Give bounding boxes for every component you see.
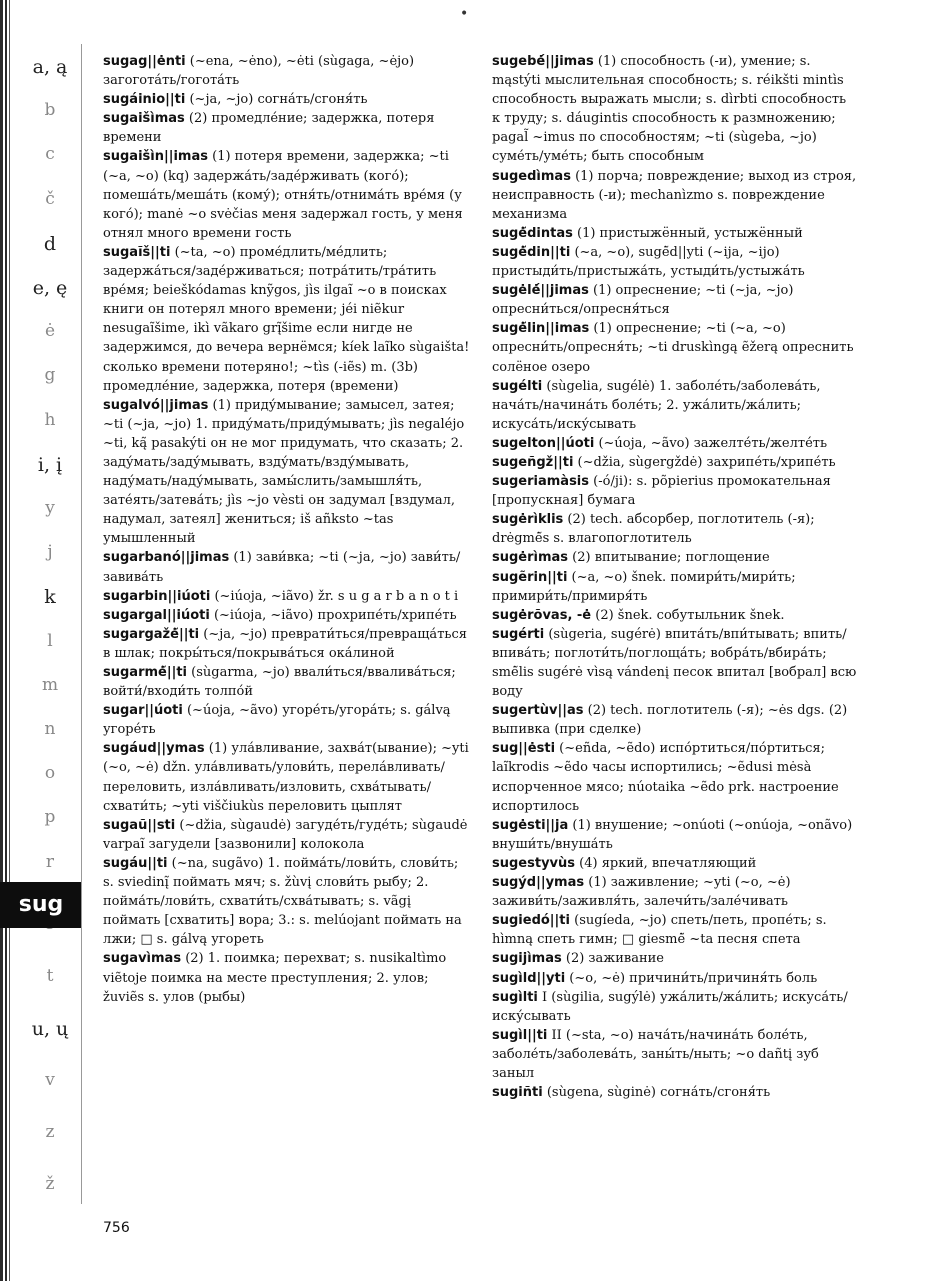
thumb-index-letter[interactable]: c	[45, 144, 55, 165]
thumb-index-letter[interactable]: z	[45, 1122, 55, 1142]
entry-headword: sugag||ėnti	[103, 54, 186, 69]
entry-headword: sugė̃lin||imas	[492, 321, 590, 337]
dictionary-entry	[103, 587, 471, 606]
entry-headword: sugýd||ymas	[492, 875, 585, 891]
dictionary-entry	[492, 472, 857, 510]
entry-definition: (-ó/ji): s. põpierius промокательная [пропускная] бумага	[492, 474, 831, 509]
dictionary-entry	[492, 1026, 857, 1083]
entry-definition: (2) tech. поглотитель (-я); ~ės dgs. (2) выпивка (при сделке)	[492, 703, 848, 738]
thumb-index-letter[interactable]: k	[44, 586, 56, 609]
dictionary-entry	[492, 969, 857, 988]
thumb-index-letter[interactable]: o	[44, 763, 56, 784]
dictionary-entry	[103, 243, 471, 396]
dictionary-entry	[492, 739, 857, 815]
entry-definition: (2) tech. абсорбер, поглотитель (-я); drėgmė̃s s. влагопоглотитель	[492, 512, 815, 547]
entry-headword: sugebė́||jimas	[492, 54, 594, 69]
dictionary-entry	[492, 1083, 857, 1102]
dictionary-entry	[103, 147, 471, 242]
entry-headword: sugeriamàsis	[492, 474, 590, 490]
entry-headword: sugargažė̃||ti	[103, 626, 200, 642]
dictionary-entry	[103, 854, 471, 949]
entry-headword: sugáu||ti	[103, 855, 168, 871]
dictionary-entry	[492, 52, 857, 167]
entry-headword: sugìld||yti	[492, 970, 566, 986]
entry-headword: sugẽrin||ti	[492, 569, 568, 585]
entry-definition: (2) 1. поимка; перехват; s. nusikaltìmo viẽtoje поимка на месте преступления; 2. улов; žuviẽs s. улов (рыбы)	[103, 951, 447, 1005]
dictionary-entry	[103, 739, 471, 815]
entry-definition: (~a, ~o) šnek. помири́ть/мири́ть; примири́ть/примиря́ть	[492, 569, 796, 604]
entry-definition: (sugíeda, ~jo) спеть/петь, пропе́ть; s. hìmną спеть гимн; □ giesmė̃ ~ta песня спета	[492, 913, 827, 948]
entry-headword: sugaišìn||imas	[103, 149, 208, 165]
entry-headword: sugavìmas	[103, 951, 182, 967]
entry-headword: sugaišìmas	[103, 111, 185, 127]
dictionary-entry	[492, 816, 857, 854]
thumb-index-letter[interactable]: p	[44, 807, 56, 828]
thumb-index	[18, 44, 82, 1204]
entry-definition: (1) ула́вливание, захва́т(ывание); ~yti (~o, ~ė) džn. ула́вливать/улови́ть, перела́вливать/переловить, изла́вливать/изловить, схва́тывать/схвати́ть; ~yti viščiukùs переловить цыплят	[103, 741, 469, 814]
thumb-index-letter[interactable]: l	[47, 630, 53, 651]
dictionary-entry	[492, 568, 857, 606]
entry-definition: II (~sta, ~o) нача́ть/начина́ть боле́ть, заболе́ть/заболева́ть, заны́ть/ныть; ~o dañtį зуб заныл	[492, 1027, 819, 1081]
entry-headword: sugalvó||jimas	[103, 397, 209, 413]
entry-headword: sugargal||iúoti	[103, 607, 210, 623]
thumb-index-letter[interactable]: i, į	[37, 453, 63, 476]
dictionary-entry	[492, 701, 857, 739]
entry-headword: sugáud||ymas	[103, 741, 205, 757]
dictionary-entry	[103, 548, 471, 586]
entry-headword: sugėrìklis	[492, 512, 564, 528]
entry-headword: sugérti	[492, 626, 545, 642]
entry-headword: sugarmė̃||ti	[103, 665, 188, 680]
entry-definition: (1) зави́вка; ~ti (~ja, ~jo) зави́ть/завива́ть	[103, 550, 461, 585]
dictionary-entry	[492, 243, 857, 281]
entry-definition: (~iúoja, ~iãvo) прохрипе́ть/хрипе́ть	[209, 607, 457, 623]
entry-definition: (~o, ~ė) причини́ть/причиня́ть боль	[565, 970, 818, 986]
entry-definition: (~džia, sùgaudė) загуде́ть/гуде́ть; sùgaudė varpaĩ загудели [зазвонили] колокола	[103, 817, 468, 852]
dictionary-entry	[103, 606, 471, 625]
dictionary-entry	[492, 167, 857, 224]
entry-definition: (~úoja, ~ãvo) угоре́ть/угора́ть; s. gálvą угоре́ть	[103, 703, 451, 738]
entry-headword: sugėlė́||jimas	[492, 283, 589, 299]
entry-headword: sugelton||úoti	[492, 435, 595, 451]
dictionary-entry	[492, 510, 857, 548]
thumb-index-letter[interactable]: u, ų	[31, 1018, 69, 1040]
thumb-index-letter[interactable]: j	[47, 542, 53, 563]
page-binding-edge	[0, 0, 14, 1281]
left-column	[103, 52, 471, 1007]
entry-headword: sugeñgž||ti	[492, 454, 574, 470]
entry-headword: sugedìmas	[492, 168, 571, 184]
thumb-index-letter[interactable]: r	[45, 851, 55, 872]
thumb-index-rule	[81, 44, 82, 1204]
dictionary-entry	[103, 52, 471, 90]
dictionary-entry	[103, 816, 471, 854]
dictionary-entry	[492, 988, 857, 1026]
top-mark: •	[460, 6, 469, 22]
entry-definition: (~ja, ~jo) согна́ть/сгоня́ть	[185, 92, 368, 108]
thumb-index-letter[interactable]: v	[45, 1070, 55, 1090]
dictionary-entry	[103, 663, 471, 701]
dictionary-entry	[492, 224, 857, 243]
entry-definition: (~iúoja, ~iãvo) žr. s u g a r b a n o t i	[210, 588, 459, 604]
entry-headword: sug||ėsti	[492, 741, 556, 757]
thumb-index-letter[interactable]: a, ą	[32, 56, 68, 78]
right-column	[492, 52, 857, 1102]
entry-definition: (1) порча; повреждение; выход из строя, неисправность (-и); mechanìzmo s. повреждение механизма	[492, 168, 857, 222]
entry-headword: sugìl||ti	[492, 1027, 548, 1043]
dictionary-entry	[103, 109, 471, 147]
thumb-index-letter[interactable]: e, ę	[32, 277, 68, 299]
dictionary-entry	[492, 911, 857, 949]
thumb-index-letter[interactable]: d	[43, 232, 57, 255]
entry-headword: sugaũ||sti	[103, 817, 176, 833]
thumb-index-letter[interactable]: y	[45, 498, 55, 518]
thumb-index-letter[interactable]: ė	[44, 321, 56, 342]
thumb-index-letter[interactable]: g	[44, 365, 56, 386]
entry-definition: (1) опреснение; ~ti (~a, ~o) опресни́ть/опресня́ть; ~ti druskìngą ẽžerą опреснить солёное озеро	[492, 321, 854, 375]
entry-headword: sugė̃din||ti	[492, 244, 571, 260]
entry-definition: (2) впитывание; поглощение	[568, 550, 770, 566]
thumb-index-letter[interactable]: b	[44, 100, 56, 121]
dictionary-entry	[492, 625, 857, 701]
dictionary-entry	[492, 281, 857, 319]
entry-headword: sugėsti||ja	[492, 817, 569, 833]
entry-headword: sugar||úoti	[103, 703, 183, 719]
entry-definition: (1) способность (-и), умение; s. mąstýti мыслительная способность; s. réikšti mintìs способность выражать мысли; s. dìrbti способность к труду; s. dáugintis способность к размножению; pagal̃ ~imus по способностям; ~ti (sùgeba, ~jo) суме́ть/уме́ть; быть способным	[492, 54, 847, 165]
entry-headword: sugiedó||ti	[492, 913, 570, 929]
entry-headword: sugarbin||iúoti	[103, 588, 211, 604]
dictionary-entry	[103, 625, 471, 663]
entry-definition: (2) šnek. собутыльник šnek.	[591, 607, 785, 623]
entry-definition: (sùgeria, sugérė) впита́ть/впи́тывать; впить/впива́ть; поглоти́ть/поглоща́ть; вобра́ть/вбира́ть; smė̃lis sugérė vìsą vándenį песок впитал [вобрал] всю воду	[492, 626, 857, 700]
page-number: 756	[103, 1220, 130, 1236]
thumb-index-letter[interactable]: t	[46, 966, 54, 986]
thumb-index-letter[interactable]: h	[44, 409, 56, 430]
entry-definition: (2) промедле́ние; задержка, потеря времени	[103, 111, 435, 146]
entry-definition: (4) яркий, впечатляющий	[575, 855, 757, 871]
thumb-index-letter[interactable]: m	[41, 674, 59, 695]
entry-definition: (1) опреснение; ~ti (~ja, ~jo) опресни́ться/опресня́ться	[492, 283, 794, 318]
entry-headword: sugiñti	[492, 1085, 543, 1101]
thumb-index-letter[interactable]: n	[44, 719, 56, 739]
entry-definition: (2) заживание	[561, 951, 664, 967]
dictionary-entry	[492, 949, 857, 968]
entry-definition: (sùgarma, ~jo) ввали́ться/ввалива́ться; войти́/входи́ть толпо́й	[103, 665, 456, 700]
dictionary-entry	[103, 90, 471, 109]
dictionary-entry	[103, 396, 471, 549]
entry-headword: sugijìmas	[492, 951, 562, 967]
dictionary-entry	[103, 701, 471, 739]
thumb-index-letter[interactable]: č	[45, 188, 55, 209]
entry-definition: (sùgena, sùginė) согна́ть/сгоня́ть	[542, 1085, 771, 1101]
dictionary-entry	[492, 548, 857, 567]
entry-definition: (~a, ~o), sugė̃d||yti (~ija, ~ijo) пристыди́ть/пристыжа́ть, устыди́ть/устыжа́ть	[492, 244, 805, 280]
entry-headword: sugėrõvas, -ė	[492, 607, 592, 623]
entry-definition: (1) приду́мывание; замысел, затея; ~ti (~ja, ~jo) 1. приду́мать/приду́мывать; jìs negaléjo ~ti, ką̃ pasakýti он не мог придумать, что сказать; 2. заду́мать/заду́мывать, взду́мать/взду́мывать, наду́мать/наду́мывать, замы́слить/замышля́ть, зате́ять/затева́ть; jìs ~jo vèsti он задумал [вздумал, надумал, затеял] жениться; iš añksto ~tas умышленный	[103, 397, 465, 547]
entry-definition: (~ena, ~ėno), ~ėti (sùgaga, ~ėjo) загогота́ть/гогота́ть	[103, 54, 415, 89]
entry-definition: (1) пристыжённый, устыжённый	[572, 225, 803, 241]
entry-definition: I (sùgilia, sugýlė) ужа́лить/жа́лить; искуса́ть/иску́сывать	[492, 989, 848, 1024]
entry-definition: (~ja, ~jo) преврати́ться/превраща́ться в шлак; покры́ться/покрыва́ться ока́линой	[103, 626, 467, 661]
dictionary-entry	[492, 854, 857, 873]
thumb-index-active-tab[interactable]: sug	[0, 882, 82, 928]
dictionary-entry	[492, 606, 857, 625]
dictionary-entry	[492, 873, 857, 911]
dictionary-entry	[492, 377, 857, 434]
thumb-index-letter[interactable]: ž	[45, 1174, 55, 1194]
entry-definition: (~úoja, ~ãvo) зажелте́ть/желте́ть	[594, 435, 828, 451]
entry-definition: (1) потеря времени, задержка; ~ti (~a, ~o) (kq) задержа́ть/заде́рживать (кого́); помеша́ть/меша́ть (кому́); отня́ть/отнима́ть вре́мя (у кого́); manė ~o svėčias меня задержал гость, у меня отнял много времени гость	[103, 149, 463, 241]
entry-definition: (~ta, ~o) проме́длить/ме́длить; задержа́ться/заде́рживаться; потра́тить/тра́тить вре́мя; beieškódamas knỹgos, jìs ilgaĩ ~o в поисках книги он потерял много времени; jéi niẽkur nesugaĩšime, ikì vãkaro grį̃šime если нигде не задержимся, до вечера вернёмся; kíek laĩko sùgaišta! сколько времени потеряно!; ~tìs (-iẽs) m. (3b) промедле́ние, задержка, потеря (времени)	[103, 244, 470, 394]
entry-headword: sugėrìmas	[492, 550, 569, 566]
entry-headword: sugestyvùs	[492, 855, 576, 871]
entry-headword: sugaĩš||ti	[103, 244, 171, 260]
entry-definition: (~na, sugãvo) 1. пойма́ть/лови́ть, слови́ть; s. sviedinį̃ поймать мяч; s. žùvį слови́ть рыбу; 2. пойма́ть/лови́ть, схвати́ть/схва́тывать; s. vãgį поймать [схватить] вора; 3.: s. melúojant поймать на лжи; □ s. gálvą угореть	[103, 855, 462, 948]
entry-headword: sugertùv||as	[492, 703, 584, 719]
entry-headword: sugė̃dintas	[492, 225, 573, 241]
dictionary-entry	[103, 949, 471, 1006]
entry-headword: sugáinio||ti	[103, 92, 186, 108]
dictionary-entry	[492, 434, 857, 453]
entry-definition: (~džia, sùgergždė) захрипе́ть/хрипе́ть	[573, 454, 836, 470]
entry-headword: sugélti	[492, 378, 543, 394]
entry-definition: (sùgelia, sugélė) 1. заболе́ть/заболева́ть, нача́ть/начина́ть боле́ть; 2. ужа́лить/жа́лить; искуса́ть/иску́сывать	[492, 378, 821, 432]
entry-headword: sugarbanó||jimas	[103, 550, 230, 566]
entry-definition: (~eñda, ~ẽdo) испо́ртиться/по́ртиться; laĩkrodis ~ẽdo часы испортились; ~ẽdusi mėsà испорченное мясо; núotaika ~ẽdo prk. настроение испортилось	[492, 741, 839, 814]
entry-headword: sugìlti	[492, 989, 538, 1005]
dictionary-entry	[492, 453, 857, 472]
dictionary-entry	[492, 319, 857, 376]
entry-definition: (1) заживление; ~yti (~o, ~ė) заживи́ть/заживля́ть, залечи́ть/зале́чивать	[492, 875, 791, 910]
entry-definition: (1) внушение; ~onúoti (~onúoja, ~onãvo) внуши́ть/внуша́ть	[492, 817, 853, 852]
